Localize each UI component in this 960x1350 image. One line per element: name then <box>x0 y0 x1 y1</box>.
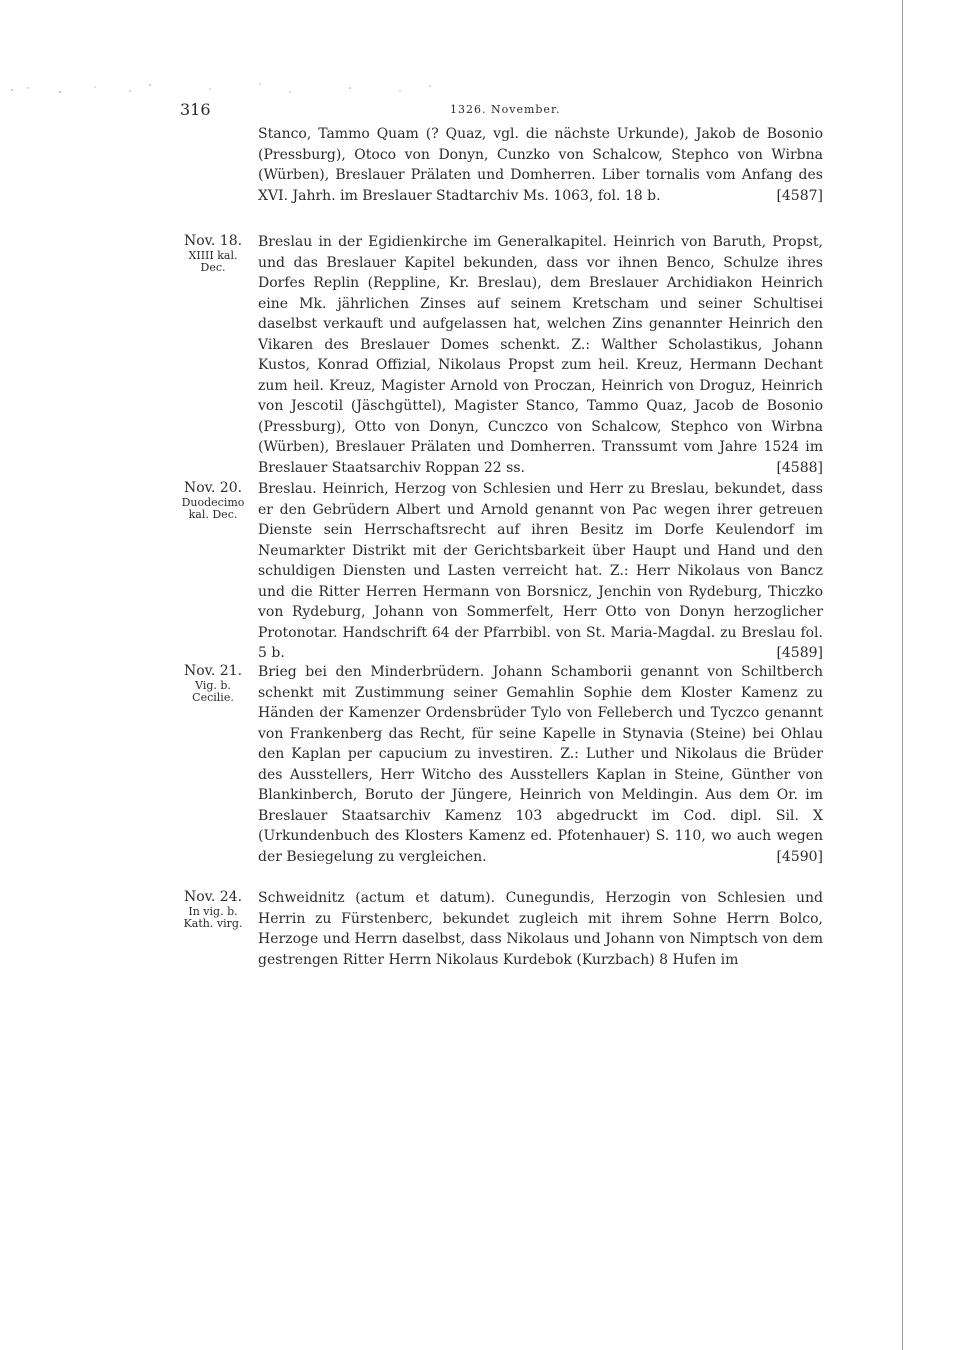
entry-paragraph-4 <box>258 888 823 970</box>
entry-text: Breslau. Heinrich, Herzog von Schlesien und Herr zu Breslau, bekundet, dass er den Gebrüdern Albert und Arnold genannt von Pac wegen ihrer getreuen Dienste sein Herrschaftsrecht auf ihren Besitz im Dorfe Keulendorf im Neumarkter Distrikt mit der Gerichtsbarkeit über Haupt und Hand und den schuldigen Diensten und Lasten verreicht hat. Z.: Herr Nikolaus von Bancz und die Ritter Herren Hermann von Borsnicz, Jenchin von Rydeburg, Thiczko von Rydeburg, Johann von Sommerfelt, Herr Otto von Donyn herzoglicher Protonotar. Handschrift 64 der Pfarrbibl. von St. Maria-Magdal. zu Breslau fol. 5 b. <box>258 481 823 661</box>
entry-feast: Duodecimo kal. Dec. <box>181 496 245 521</box>
entry-date: Nov. 21. <box>183 663 243 679</box>
margin-date-entry-3 <box>176 662 250 704</box>
document-number: [4588] <box>776 459 823 476</box>
entry-paragraph-1 <box>258 232 823 478</box>
margin-date-entry-4 <box>176 888 250 930</box>
entry-text: Brieg bei den Minderbrüdern. Johann Schamborii genannt von Schiltberch schenkt mit Zustimmung seiner Gemahlin Sophie dem Kloster Kamenz zu Händen der Kamenzer Ordensbrüder Tylo von Felleberch und Tyczco genannt von Frankenberg das Recht, für seine Kapelle in Stynavia (Steine) bei Ohlau den Kaplan per capucium zu investiren. Z.: Luther und Nikolaus die Brüder des Ausstellers, Herr Witcho des Ausstellers Kaplan in Steine, Günther von Blankinberch, Boruto der Jüngere, Heinrich von Meldingin. Aus dem Or. im Breslauer Staatsarchiv Kamenz 103 abgedruckt im Cod. dipl. Sil. X (Urkundenbuch des Klosters Kamenz ed. Pfotenhauer) S. 110, wo auch wegen der Besiegelung zu vergleichen. <box>258 664 823 865</box>
running-head: 1326. November. <box>450 103 561 116</box>
entry-feast: In vig. b. Kath. virg. <box>183 905 243 930</box>
margin-date-entry-2 <box>176 479 250 521</box>
entry-date: Nov. 24. <box>183 889 243 905</box>
entry-text: Breslau in der Egidienkirche im Generalkapitel. Heinrich von Baruth, Propst, und das Breslauer Kapitel bekunden, dass vor ihnen Benco, Schulze ihres Dorfes Replin (Reppline, Kr. Breslau), dem Breslauer Archidiakon Heinrich eine Mk. jährlichen Zinses auf seinem Kretscham und seiner Schultisei daselbst verkauft und aufgelassen hat, welchen Zins genannter Heinrich den Vikaren des Breslauer Domes schenkt. Z.: Walther Scholastikus, Johann Kustos, Konrad Offizial, Nikolaus Propst zum heil. Kreuz, Hermann Dechant zum heil. Kreuz, Magister Arnold von Proczan, Heinrich von Droguz, Heinrich von Jescotil (Jäschgüttel), Magister Stanco, Tammo Quaz, Jacob de Bosonio (Pressburg), Otto von Donyn, Cunczco von Schalcow, Stephco von Wirbna (Würben), Breslauer Prälaten und Domherren. Transsumt vom Jahre 1524 im Breslauer Staatsarchiv Roppan 22 ss. <box>258 234 823 476</box>
intro-paragraph <box>258 124 823 206</box>
document-number: [4589] <box>776 645 823 661</box>
entry-date: Nov. 18. <box>183 233 243 249</box>
entry-text: Schweidnitz (actum et datum). Cunegundis, Herzogin von Schlesien und Herrin zu Fürstenberc, bekundet zugleich mit ihrem Sohne Herrn Bolco, Herzoge und Herrn daselbst, dass Nikolaus und Johann von Nimptsch von dem gestrengen Ritter Herrn Nikolaus Kurdebok (Kurzbach) 8 Hufen im <box>258 890 823 968</box>
entry-paragraph-2 <box>258 479 823 664</box>
intro-text: Stanco, Tammo Quam (? Quaz, vgl. die nächste Urkunde), Jakob de Bosonio (Pressburg), Otoco von Donyn, Cunzko von Schalcow, Stephco von Wirbna (Würben), Breslauer Prälaten und Domherren. Liber tornalis vom Anfang des XVI. Jahrh. im Breslauer Stadtarchiv Ms. 1063, fol. 18 b. <box>258 126 823 204</box>
document-number: [4590] <box>776 848 823 865</box>
scan-noise <box>0 70 450 100</box>
entry-paragraph-3 <box>258 662 823 867</box>
margin-date-entry-1 <box>176 232 250 274</box>
document-number: [4587] <box>776 187 823 204</box>
entry-feast: Vig. b. Cecilie. <box>192 679 234 704</box>
entry-date: Nov. 20. <box>183 480 243 496</box>
scan-edge-line <box>902 0 903 1350</box>
entry-feast: XIIII kal. Dec. <box>188 249 238 274</box>
page-number: 316 <box>180 100 211 119</box>
